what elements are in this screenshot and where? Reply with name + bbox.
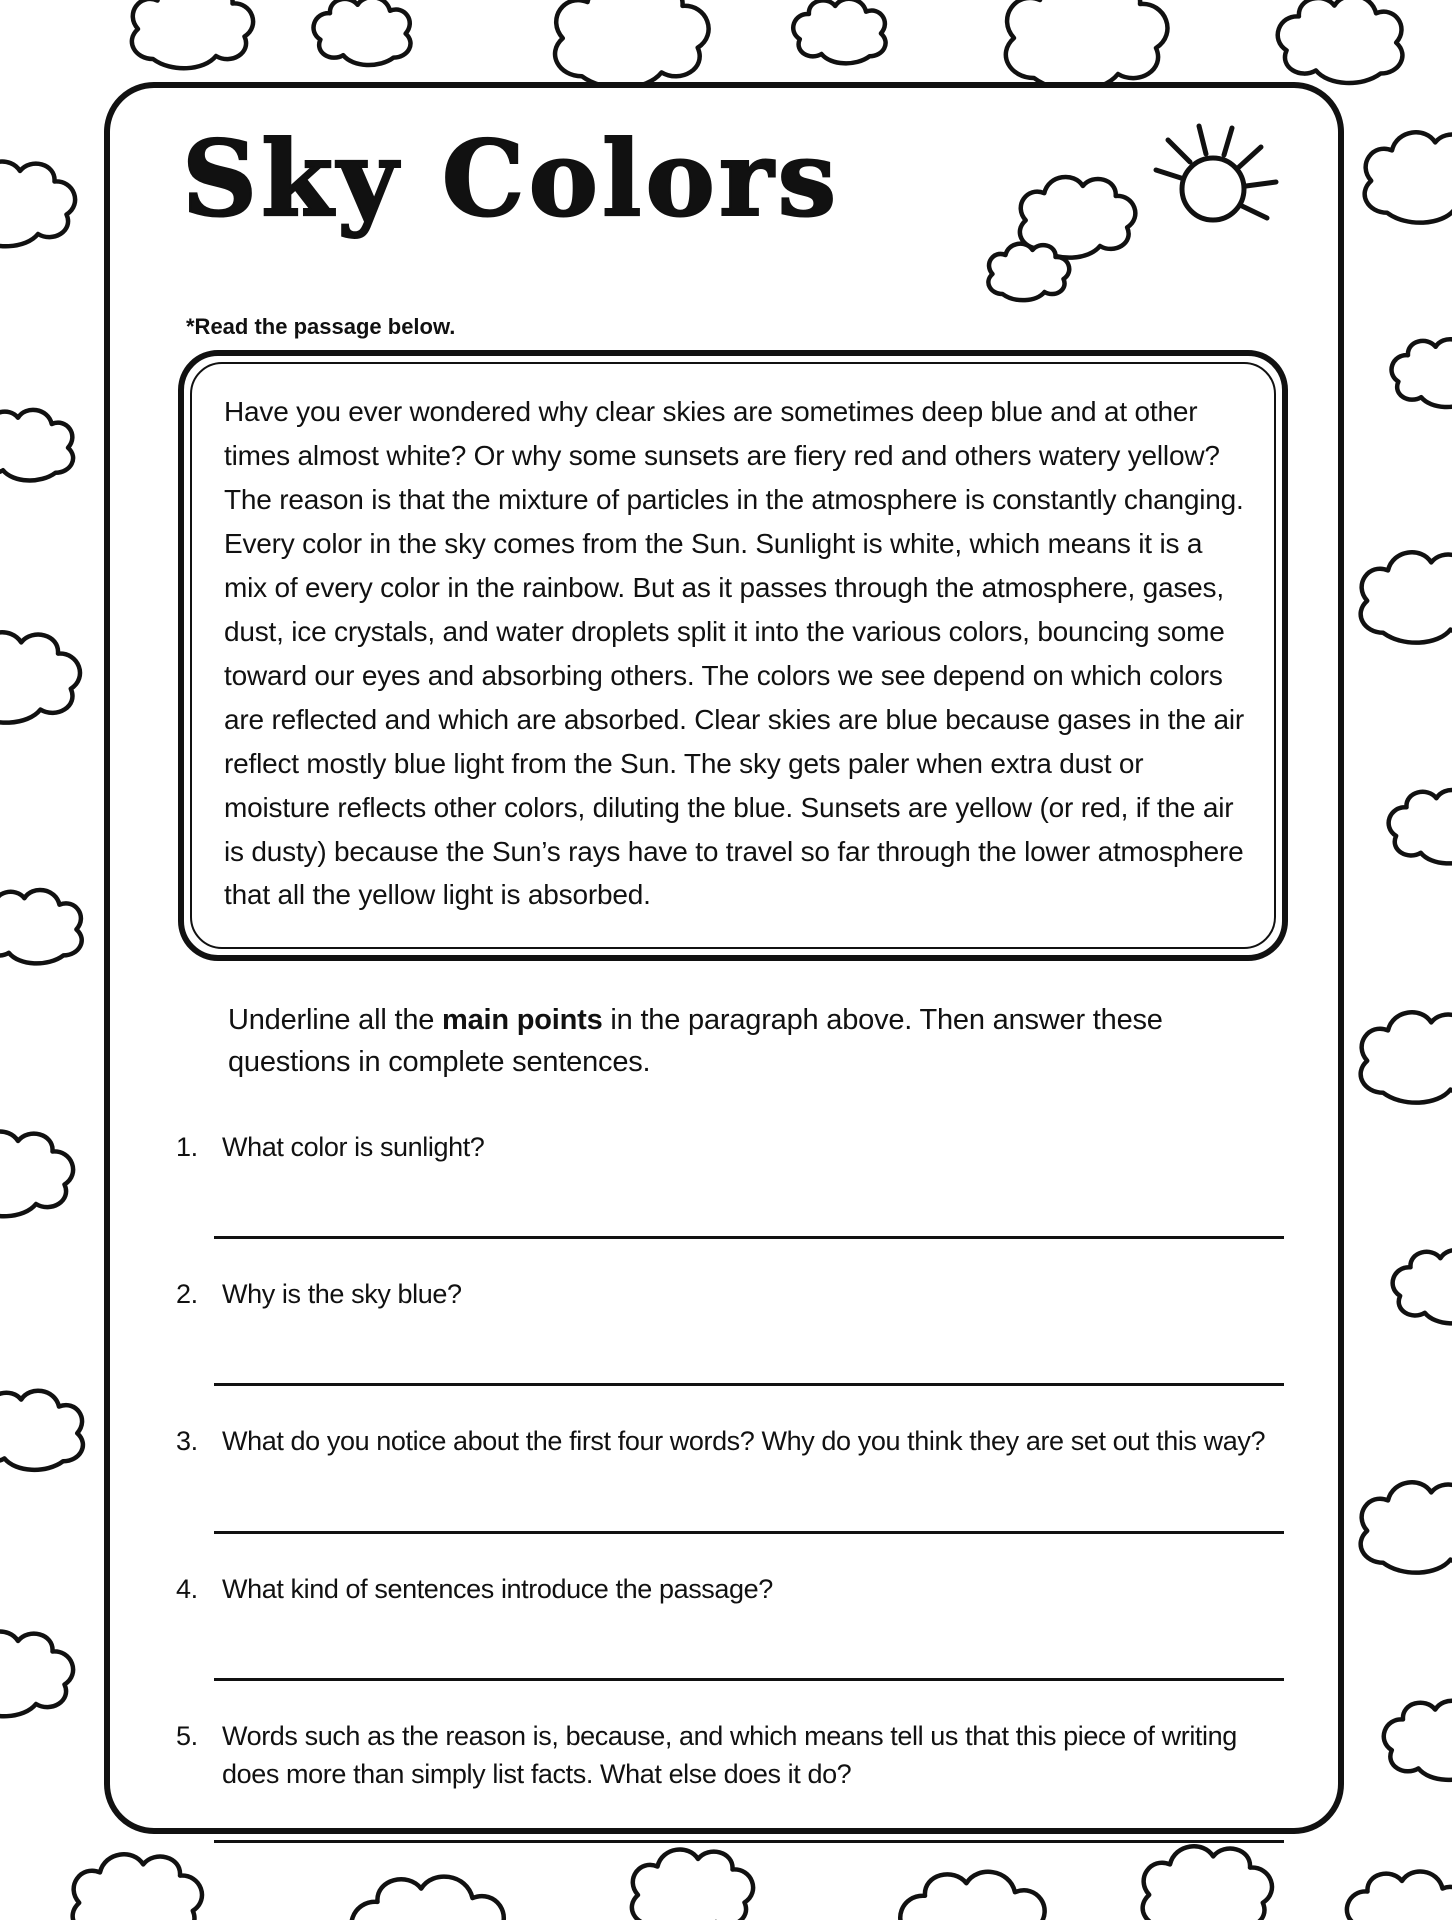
cloud-icon	[1348, 540, 1452, 652]
cloud-icon	[0, 1620, 90, 1725]
question-number: 1.	[176, 1131, 198, 1162]
cloud-icon	[1368, 1690, 1452, 1788]
question-list	[176, 1128, 1294, 1843]
passage-text: Have you ever wondered why clear skies are sometimes deep blue and at other times almost white? Or why some sunsets are fiery red and others watery yellow? The reason is that the mixture of particles in the atmosphere is constantly changing. Every color in the sky comes from the Sun. Sunlight is white, which means it is a mix of every color in the rainbow. But as it passes through the atmosphere, gases, dust, ice crystals, and water droplets split it into the various colors, bouncing some toward our eyes and absorbing others. The colors we see depend on which colors are reflected and which are absorbed. Clear skies are blue because gases in the air reflect mostly blue light from the Sun. The sky gets paler when extra dust or moisture reflects other colors, diluting the blue. Sunsets are yellow (or red, if the air is dusty) because the Sun’s rays have to travel so far through the lower atmosphere that all the yellow light is absorbed.	[224, 396, 1245, 911]
sun-icon	[1156, 126, 1276, 220]
instruction-bold: main points	[442, 1004, 603, 1037]
cloud-icon	[0, 400, 83, 488]
page-title: Sky Colors	[182, 117, 841, 240]
passage-box	[178, 350, 1288, 961]
cloud-icon	[620, 1838, 770, 1920]
answer-line-5	[214, 1840, 1284, 1843]
cloud-icon	[0, 1120, 90, 1225]
question-text: Words such as the reason is, because, and which means tell us that this piece of writing does more than simply list facts. What else does it do?	[222, 1720, 1237, 1790]
question-item-3	[176, 1422, 1294, 1533]
answer-line-2	[214, 1383, 1284, 1386]
passage-box-inner	[190, 362, 1276, 949]
instruction-prefix: Underline all the	[228, 1004, 443, 1037]
cloud-icon	[1130, 1834, 1290, 1920]
question-number: 2.	[176, 1278, 198, 1309]
cloud-icon	[1348, 1000, 1452, 1112]
cloud-icon	[1378, 330, 1452, 414]
cloud-icon	[780, 0, 895, 70]
answer-line-3	[214, 1531, 1284, 1534]
question-text: What kind of sentences introduce the passage?	[222, 1573, 773, 1604]
question-item-1	[176, 1128, 1294, 1239]
cloud-icon	[0, 880, 92, 971]
question-number: 5.	[176, 1720, 198, 1751]
sun-and-clouds-doodle	[968, 114, 1288, 314]
cloud-icon	[120, 0, 270, 77]
question-text: What do you notice about the first four words? Why do you think they are set out this way?	[222, 1426, 1266, 1457]
cloud-icon	[988, 244, 1069, 300]
instruction-text	[228, 999, 1248, 1083]
read-note: *Read the passage below.	[186, 314, 456, 339]
question-text: What color is sunlight?	[222, 1131, 485, 1162]
question-item-4	[176, 1570, 1294, 1681]
cloud-icon	[1352, 120, 1452, 232]
worksheet-panel	[104, 82, 1344, 1834]
cloud-icon	[0, 1380, 94, 1478]
question-number: 3.	[176, 1426, 198, 1457]
question-item-2	[176, 1275, 1294, 1386]
cloud-icon	[880, 1858, 1060, 1920]
cloud-icon	[1260, 0, 1415, 92]
cloud-icon	[0, 620, 98, 732]
cloud-icon	[300, 0, 420, 72]
answer-line-4	[214, 1678, 1284, 1681]
question-number: 4.	[176, 1573, 198, 1604]
instruction-suffix: in the paragraph above. Then answer these questions in complete sentences.	[228, 1004, 1163, 1079]
cloud-icon	[1374, 780, 1452, 871]
cloud-icon	[1348, 1470, 1452, 1582]
header	[170, 104, 1294, 314]
cloud-icon	[0, 150, 92, 255]
cloud-icon	[1378, 1240, 1452, 1331]
answer-line-1	[214, 1236, 1284, 1239]
question-item-5	[176, 1717, 1294, 1843]
cloud-icon	[1330, 1860, 1452, 1920]
question-text: Why is the sky blue?	[222, 1278, 462, 1309]
cloud-icon	[60, 1842, 220, 1920]
cloud-icon	[330, 1862, 520, 1920]
